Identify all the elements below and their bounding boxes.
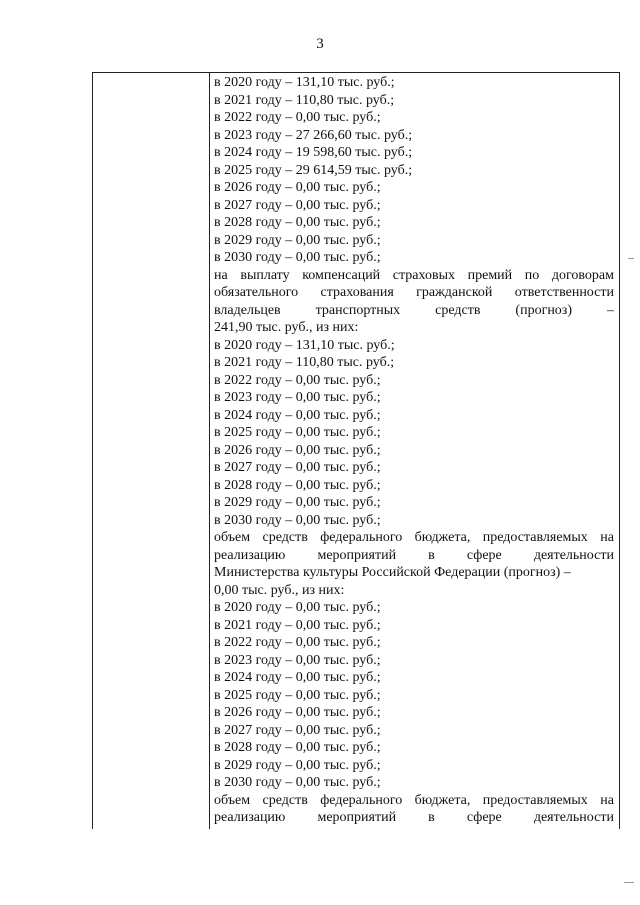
- year-amount-line: в 2028 году – 0,00 тыс. руб.;: [214, 215, 381, 230]
- year-amount-line: в 2026 году – 0,00 тыс. руб.;: [214, 180, 381, 195]
- word: федерального: [320, 792, 403, 808]
- year-list-insurance: [214, 337, 614, 530]
- word: реализацию: [214, 547, 286, 563]
- word: на: [600, 792, 614, 808]
- word: бюджета,: [414, 792, 471, 808]
- year-amount-line: в 2029 году – 0,00 тыс. руб.;: [214, 757, 381, 773]
- year-amount-line: в 2026 году – 0,00 тыс. руб.;: [214, 442, 381, 458]
- word: в: [428, 547, 435, 563]
- scan-mark: [624, 882, 634, 883]
- year-amount-line: в 2024 году – 0,00 тыс. руб.;: [214, 407, 381, 423]
- column-divider: [209, 73, 210, 829]
- year-amount-line: в 2028 году – 0,00 тыс. руб.;: [214, 477, 381, 493]
- word: средств: [262, 792, 308, 808]
- program-table: [92, 72, 620, 829]
- paragraph-line: [214, 284, 614, 302]
- paragraph-line: [214, 547, 614, 565]
- year-amount-line: в 2027 году – 0,00 тыс. руб.;: [214, 197, 381, 213]
- word: реализацию: [214, 810, 286, 825]
- word: (прогноз): [515, 302, 573, 318]
- word: деятельности: [533, 810, 614, 825]
- word: страхования: [320, 285, 394, 300]
- paragraph-line: [214, 302, 614, 320]
- word: бюджета,: [414, 530, 471, 545]
- word: владельцев: [214, 302, 281, 318]
- year-amount-line: в 2028 году – 0,00 тыс. руб.;: [214, 740, 381, 755]
- word: мероприятий: [317, 547, 397, 563]
- paragraph-insurance-premiums: [214, 267, 614, 337]
- word: компенсаций: [302, 267, 381, 283]
- word: предоставляемых: [482, 792, 588, 808]
- year-list-culture: [214, 599, 614, 792]
- paragraph-line: [214, 792, 614, 810]
- paragraph-federal-budget: [214, 792, 614, 827]
- year-amount-line: в 2029 году – 0,00 тыс. руб.;: [214, 495, 381, 510]
- word: выплату: [240, 267, 290, 283]
- year-amount-line: в 2029 году – 0,00 тыс. руб.;: [214, 232, 381, 248]
- year-amount-line: в 2027 году – 0,00 тыс. руб.;: [214, 460, 381, 475]
- year-amount-line: в 2022 году – 0,00 тыс. руб.;: [214, 635, 381, 650]
- funding-cell: [214, 74, 614, 827]
- word: федерального: [320, 530, 403, 545]
- word: в: [428, 810, 435, 825]
- year-amount-line: в 2020 году – 131,10 тыс. руб.;: [214, 337, 395, 353]
- word: обязательного: [214, 285, 299, 300]
- word: сфере: [466, 810, 502, 825]
- word: объем: [214, 792, 251, 808]
- year-amount-line: в 2030 году – 0,00 тыс. руб.;: [214, 512, 381, 528]
- scan-mark: [628, 258, 634, 259]
- page-number: 3: [316, 36, 324, 52]
- word: средств: [262, 530, 308, 545]
- year-amount-line: в 2026 году – 0,00 тыс. руб.;: [214, 705, 381, 720]
- year-amount-line: в 2021 году – 110,80 тыс. руб.;: [214, 355, 395, 370]
- word: на: [600, 530, 614, 545]
- year-amount-line: в 2020 году – 131,10 тыс. руб.;: [214, 75, 395, 90]
- word: премий: [467, 267, 513, 283]
- year-amount-line: в 2021 году – 0,00 тыс. руб.;: [214, 617, 381, 633]
- year-amount-line: в 2027 году – 0,00 тыс. руб.;: [214, 722, 381, 738]
- word: транспортных: [315, 302, 401, 318]
- year-amount-line: в 2023 году – 0,00 тыс. руб.;: [214, 390, 381, 405]
- word: страховых: [392, 267, 455, 283]
- paragraph-line: Министерства культуры Российской Федерации (прогноз) –: [214, 565, 571, 580]
- year-amount-line: в 2020 году – 0,00 тыс. руб.;: [214, 600, 381, 615]
- paragraph-line: [214, 267, 614, 285]
- word: предоставляемых: [482, 530, 588, 545]
- year-amount-line: в 2023 году – 0,00 тыс. руб.;: [214, 652, 381, 668]
- year-amount-line: в 2022 году – 0,00 тыс. руб.;: [214, 110, 381, 125]
- year-amount-line: в 2023 году – 27 266,60 тыс. руб.;: [214, 127, 413, 143]
- paragraph-line: 0,00 тыс. руб., из них:: [214, 582, 345, 598]
- year-amount-line: в 2030 году – 0,00 тыс. руб.;: [214, 250, 381, 265]
- year-amount-line: в 2021 году – 110,80 тыс. руб.;: [214, 92, 395, 108]
- word: ответственности: [514, 285, 614, 300]
- word: мероприятий: [317, 810, 397, 825]
- year-list-total: [214, 74, 614, 267]
- paragraph-line: 241,90 тыс. руб., из них:: [214, 320, 359, 335]
- word: на: [214, 267, 228, 283]
- word: средств: [435, 302, 481, 318]
- word: –: [606, 302, 614, 318]
- year-amount-line: в 2024 году – 0,00 тыс. руб.;: [214, 670, 381, 685]
- year-amount-line: в 2025 году – 29 614,59 тыс. руб.;: [214, 162, 413, 178]
- paragraph-line: [214, 809, 614, 827]
- word: объем: [214, 530, 251, 545]
- word: договорам: [551, 267, 614, 283]
- word: деятельности: [533, 547, 614, 563]
- year-amount-line: в 2025 году – 0,00 тыс. руб.;: [214, 687, 381, 703]
- paragraph-ministry-culture: [214, 529, 614, 599]
- word: по: [524, 267, 540, 283]
- year-amount-line: в 2024 году – 19 598,60 тыс. руб.;: [214, 145, 413, 160]
- year-amount-line: в 2025 году – 0,00 тыс. руб.;: [214, 425, 381, 440]
- year-amount-line: в 2022 году – 0,00 тыс. руб.;: [214, 372, 381, 388]
- year-amount-line: в 2030 году – 0,00 тыс. руб.;: [214, 775, 381, 790]
- paragraph-line: [214, 529, 614, 547]
- word: гражданской: [416, 285, 493, 300]
- word: сфере: [466, 547, 502, 563]
